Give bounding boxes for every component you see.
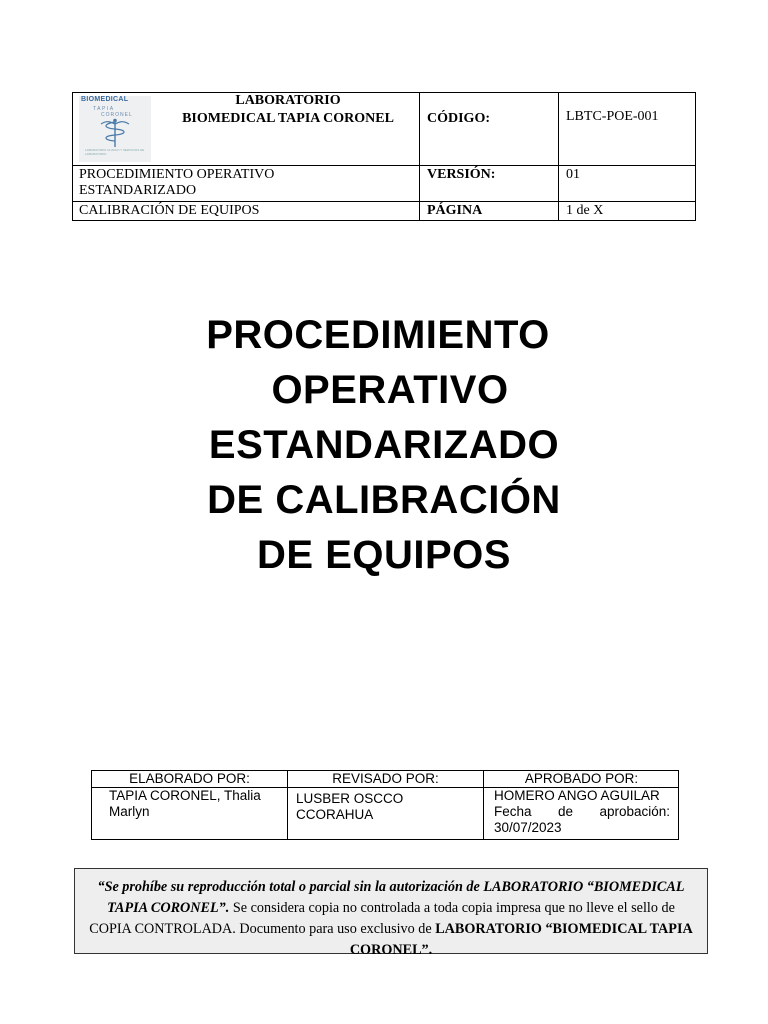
revisado-header: REVISADO POR: bbox=[332, 771, 439, 786]
lab-name-line1: LABORATORIO bbox=[235, 93, 341, 108]
title-line: OPERATIVO bbox=[271, 368, 509, 412]
elaborado-header: ELABORADO POR: bbox=[129, 771, 250, 786]
reproduction-notice bbox=[74, 868, 708, 958]
lab-logo: BIOMEDICAL TAPIA CORONEL LABORATORIO CLINICO Y SERVICIOS DE LABORATORIO bbox=[79, 96, 151, 162]
title-line: ESTANDARIZADO bbox=[208, 423, 560, 467]
revisado-name-line2: CCORAHUA bbox=[296, 807, 374, 822]
codigo-value: LBTC-POE-001 bbox=[566, 109, 659, 124]
title-line: PROCEDIMIENTO bbox=[206, 313, 550, 357]
elaborado-name-line2: Marlyn bbox=[109, 804, 150, 819]
revisado-name-line1: LUSBER OSCCO bbox=[296, 791, 404, 806]
title-line: DE CALIBRACIÓN bbox=[207, 478, 561, 522]
pagina-label: PÁGINA bbox=[427, 203, 483, 218]
approval-date-label: Fecha de aprobación: bbox=[494, 804, 670, 819]
elaborado-name-line1: TAPIA CORONEL, Thalia bbox=[109, 788, 261, 803]
title-line: DE EQUIPOS bbox=[257, 533, 511, 577]
approval-date: 30/07/2023 bbox=[494, 820, 562, 835]
codigo-label: CÓDIGO: bbox=[427, 111, 490, 126]
aprobado-header: APROBADO POR: bbox=[524, 771, 639, 786]
caduceus-icon bbox=[97, 118, 133, 148]
version-value: 01 bbox=[566, 167, 580, 182]
notice-prohibition: “Se prohíbe su reproducción total o parcial sin la autorización de LABORATORIO “BIOMEDICAL TAPIA CORONEL”. bbox=[97, 879, 685, 916]
document-title bbox=[0, 308, 768, 583]
procedure-subject: CALIBRACIÓN DE EQUIPOS bbox=[79, 203, 260, 218]
procedure-type-line1: PROCEDIMIENTO OPERATIVO bbox=[79, 167, 275, 182]
document-header-table bbox=[72, 92, 696, 221]
aprobado-name: HOMERO ANGO AGUILAR bbox=[494, 788, 660, 803]
signatures-table bbox=[91, 770, 679, 840]
notice-period: . bbox=[428, 942, 433, 958]
notice-uncontrolled-copy: Se considera copia no controlada a toda copia impresa que no lleve el sello de COPIA CONTROLADA. Documento para uso exclusivo de bbox=[89, 900, 675, 937]
lab-name-line2: BIOMEDICAL TAPIA CORONEL bbox=[182, 111, 394, 126]
pagina-value: 1 de X bbox=[566, 203, 604, 218]
procedure-type-line2: ESTANDARIZADO bbox=[79, 183, 197, 198]
notice-lab-name: LABORATORIO “BIOMEDICAL TAPIA CORONEL” bbox=[349, 921, 693, 958]
version-label: VERSIÓN: bbox=[427, 167, 496, 182]
